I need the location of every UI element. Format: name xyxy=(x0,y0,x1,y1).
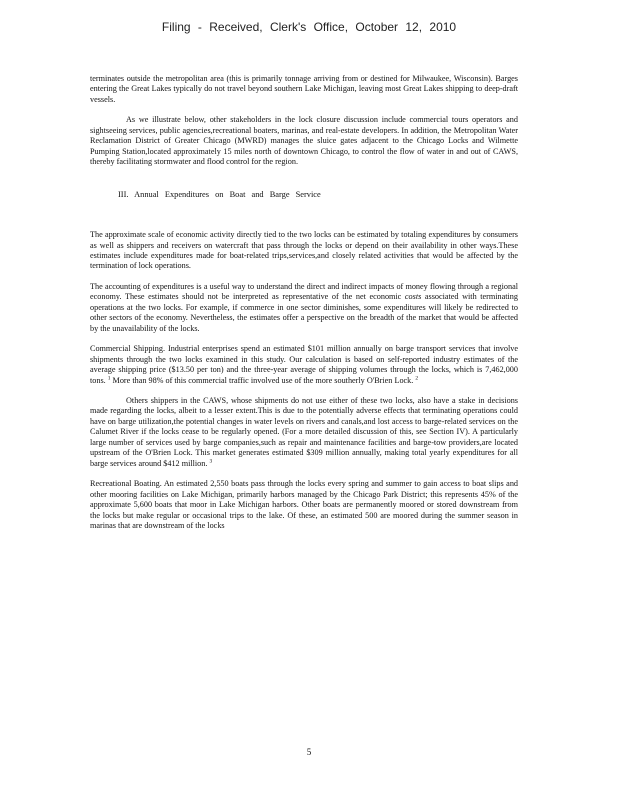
document-body xyxy=(90,74,518,531)
paragraph-accounting xyxy=(90,282,518,334)
recreational-boating-label: Recreational Boating xyxy=(90,479,160,489)
footnote-ref-3[interactable]: 3 xyxy=(209,457,213,464)
other-shippers-text: Others shippers in the CAWS, whose shipments do not use either of these two locks, also have a stake in decisions made regarding the locks, albeit to a lesser extent.This is due to the potentially adverse effects that terminating operations could have on barge utilization,the potential changes in water levels on rivers and canals,and lost access to barge-related services on the Calumet River if the locks cease to be regularly opened. (For a more detailed discussion of this, see Section IV). A particularly large number of services used by barge companies,such as repair and maintenance facilities and barge-tow providers,are located upstream of the O'Brien Lock. This market generates estimated $309 million annually, making total yearly expenditures for all barge services around $412 million. xyxy=(90,395,518,468)
costs-emphasis: costs xyxy=(404,292,422,302)
paragraph-other-shippers xyxy=(90,396,518,469)
paragraph-economic-scale: The approximate scale of economic activity directly tied to the two locks can be estimated by totaling expenditures by consumers as well as shippers and receivers on watercraft that pass through the locks or depend on their availability in other ways.These estimates include expenditures made for boat-related trips,services,and closely related activities that would be affected by the termination of lock operations. xyxy=(90,230,518,271)
paragraph-recreational-boating xyxy=(90,479,518,531)
recreational-boating-text: . An estimated 2,550 boats pass through the locks every spring and summer to gain access to boat slips and other mooring facilities on Lake Michigan, primarily harbors managed by the Chicago Park District; this represents 45% of the approximate 5,600 boats that moor in Lake Michigan harbors. Other boats are permanently moored or stored downstream from the locks but make regular or occasional trips to the lake. Of these, an estimated 500 are moored during the summer season in marinas that are downstream of the locks xyxy=(90,479,519,530)
paragraph-barge-destinations: terminates outside the metropolitan area (this is primarily tonnage arriving from or destined for Milwaukee, Wisconsin). Barges entering the Great Lakes typically do not travel beyond southern Lake Michigan, leaving most Great Lakes shipping to deep-draft vessels. xyxy=(90,74,518,104)
accounting-text-a: The accounting of expenditures is a useful way to understand the direct and indirect impacts of money flowing through a regional economy. These estimates should not be interpreted as representative of the net economic xyxy=(90,281,518,302)
footnote-ref-1[interactable]: 1 xyxy=(107,374,111,381)
section-heading: III. Annual Expenditures on Boat and Barge Service xyxy=(118,189,321,199)
commercial-shipping-text: . Industrial enterprises spend an estimated $101 million annually on barge transport services that involve shipments through the two locks examined in this study. Our calculation is based on self-reported industry estimates of the average shipping price ($13.50 per ton) and the three-year average of shipping volumes through the locks, which is 7,462,000 tons. xyxy=(90,344,518,385)
paragraph-commercial-shipping xyxy=(90,344,518,386)
accounting-text-b: associated with terminating operations at the two locks. For example, if commerce in one sector diminishes, some expenditures will likely be redirected to other sectors of the economy. Nevertheless, the estimates offer a perspective on the breadth of the market that would be affected by the unavailability of the locks. xyxy=(90,292,518,333)
footnote-ref-2[interactable]: 2 xyxy=(415,374,419,381)
page-number: 5 xyxy=(306,747,312,757)
commercial-shipping-text-b: More than 98% of this commercial traffic involved use of the more southerly O'Brien Lock. xyxy=(110,375,416,385)
commercial-shipping-label: Commercial Shipping xyxy=(90,344,163,354)
paragraph-stakeholders: As we illustrate below, other stakeholders in the lock closure discussion include commercial tours operators and sightseeing services, public agencies,recreational boaters, marinas, and real-estate developers. In addition, the Metropolitan Water Reclamation District of Greater Chicago (MWRD) manages the sluice gates adjacent to the Chicago Locks and Wilmette Pumping Station,located approximately 15 miles north of downtown Chicago, to control the flow of water in and out of CAWS, thereby facilitating stormwater and flood control for the region. xyxy=(90,115,518,167)
filing-header: Filing - Received, Clerk's Office, October 12, 2010 xyxy=(161,20,457,34)
